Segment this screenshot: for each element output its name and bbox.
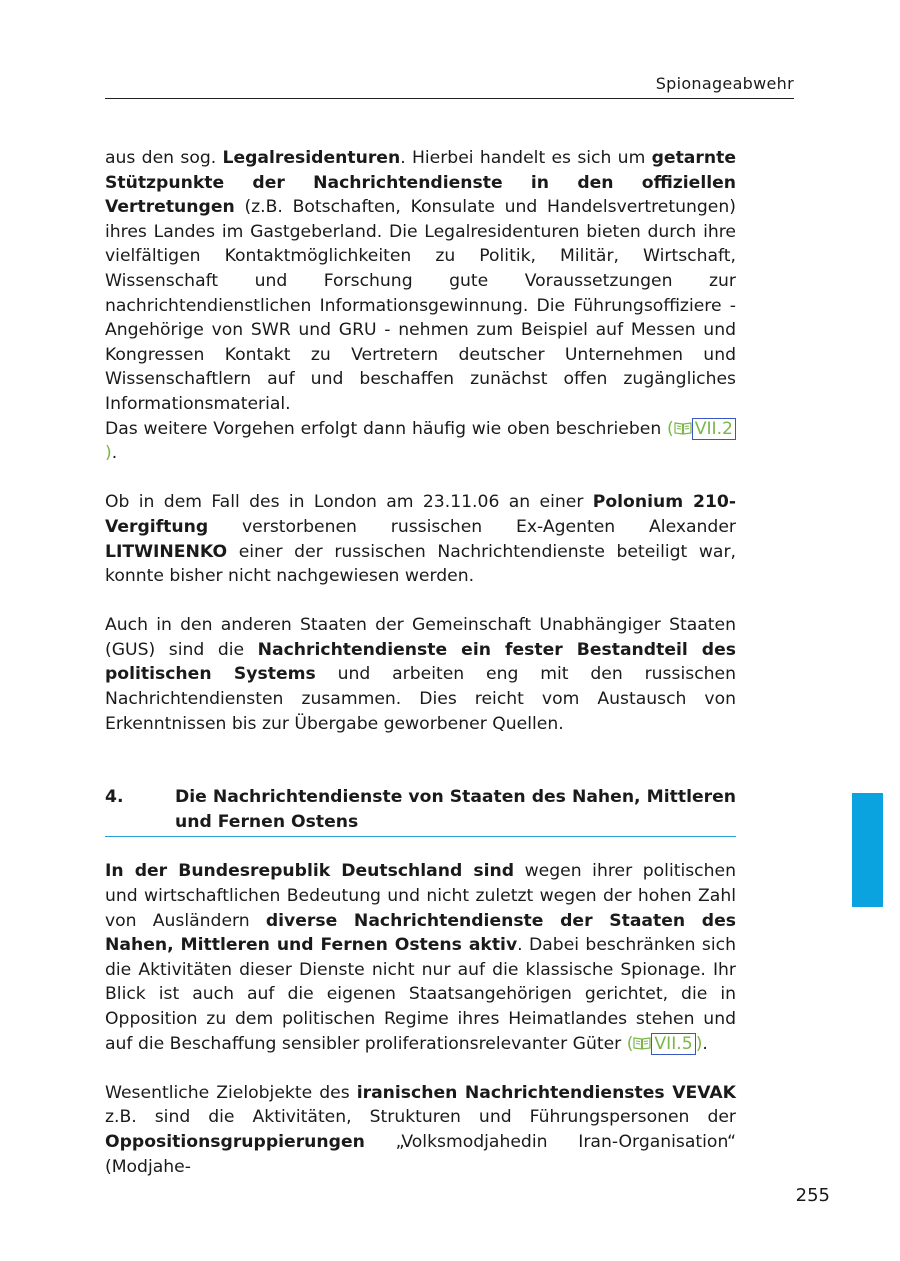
chapter-tab-marker: [852, 793, 883, 907]
text: (z.B. Botschaften, Konsulate und Handelsvertretungen) ihres Landes im Gastgeberland. Die Legalresidenturen bieten durch ihre vielfältigen Kontaktmöglichkeiten zu Politik, Militär, Wirtschaft, Wissenschaft und Forschung gute Voraussetzungen zur nachrichtendienstlichen Informationsgewinnung. Die Führungsoffiziere - Angehörige von SWR und GRU - nehmen zum Beispiel auf Messen und Kongressen Kontakt zu Vertretern deutscher Unternehmen und Wissenschaftlern auf und beschaffen zunächst offen zugängliches Informationsmaterial.: [105, 197, 736, 414]
bold-text: Nachrichtendienste ein fester Bestandteil des politischen Systems: [105, 639, 736, 685]
reference-link-vii-5[interactable]: VII.5: [651, 1033, 695, 1055]
bold-text: diverse Nachrichtendienste der Staaten des Nahen, Mittleren und Fernen Ostens aktiv: [105, 910, 736, 956]
page-number: 255: [795, 1185, 830, 1206]
paragraph-legalresidenturen: [105, 146, 736, 417]
ref-paren: ): [105, 443, 112, 464]
bold-text: LITWINENKO: [105, 541, 228, 562]
text: .: [111, 443, 118, 464]
text: Auch in den anderen Staaten der Gemeinschaft Unabhängiger Staaten (GUS) sind die: [105, 615, 736, 660]
running-header: Spionageabwehr: [655, 74, 794, 93]
ref-paren: (: [666, 418, 674, 439]
text: und arbeiten eng mit den russischen Nachrichtendiensten zusammen. Dies reicht vom Austausch von Erkenntnissen bis zur Übergabe geworbener Quellen.: [105, 664, 737, 734]
paragraph-litwinenko: [105, 490, 736, 588]
paragraph-nahost-dienste: [105, 859, 736, 1056]
text: . Dabei beschränken sich die Aktivitäten dieser Dienste nicht nur auf die klassische Spionage. Ihr Blick ist auch auf die eigenen Staatsangehörigen gerichtet, die in Opposition zu dem politischen Regime ihres Heimatlandes stehen und auf die Beschaffung sensibler proliferationsrelevanter Güter: [105, 935, 736, 1054]
page-body: [105, 146, 736, 1179]
text: „Volksmodjahedin Iran-Organisation“ (Modjahe-: [105, 1131, 736, 1177]
bold-text: Polonium 210-Vergiftung: [105, 492, 737, 537]
paragraph-vevak: [105, 1081, 736, 1179]
section-title: Die Nachrichtendienste von Staaten des Nahen, Mittleren und Fernen Ostens: [175, 787, 736, 832]
text: .: [702, 1033, 708, 1054]
text: verstorbenen russischen Ex-Agenten Alexander: [208, 516, 736, 537]
bold-text: In der Bundesrepublik Deutschland sind: [105, 861, 515, 882]
text: Das weitere Vorgehen erfolgt dann häufig wie oben beschrieben: [105, 418, 667, 439]
text: wegen ihrer politischen und wirtschaftlichen Bedeutung und nicht zuletzt wegen der hohen Zahl von Ausländern: [105, 861, 736, 931]
header-rule: [105, 98, 794, 99]
section-heading: [105, 785, 736, 834]
book-icon: [674, 419, 692, 439]
bold-text: Legalresidenturen: [222, 148, 401, 168]
bold-text: Oppositionsgruppierungen: [105, 1131, 365, 1152]
paragraph-vorgehen: [105, 417, 736, 466]
text: Wesentliche Zielobjekte des: [105, 1082, 357, 1103]
reference-link-vii-2[interactable]: VII.2: [692, 418, 736, 440]
text: Ob in dem Fall des in London am 23.11.06 an einer: [105, 492, 593, 513]
text: aus den sog.: [105, 148, 223, 168]
book-icon: [633, 1034, 651, 1054]
text: . Hierbei handelt es sich um: [400, 148, 652, 168]
ref-paren: (: [626, 1033, 634, 1054]
bold-text: getarnte Stützpunkte der Nachrichtendienste in den offiziellen Vertretungen: [105, 148, 736, 218]
ref-paren: ): [695, 1033, 703, 1054]
text: z.B. sind die Aktivitäten, Strukturen und Führungspersonen der: [105, 1107, 736, 1128]
paragraph-gus: [105, 613, 736, 736]
bold-text: iranischen Nachrichtendienstes VEVAK: [356, 1082, 736, 1103]
text: einer der russischen Nachrichtendienste beteiligt war, konnte bisher nicht nachgewiesen werden.: [105, 541, 736, 587]
section-number: 4.: [105, 787, 124, 808]
